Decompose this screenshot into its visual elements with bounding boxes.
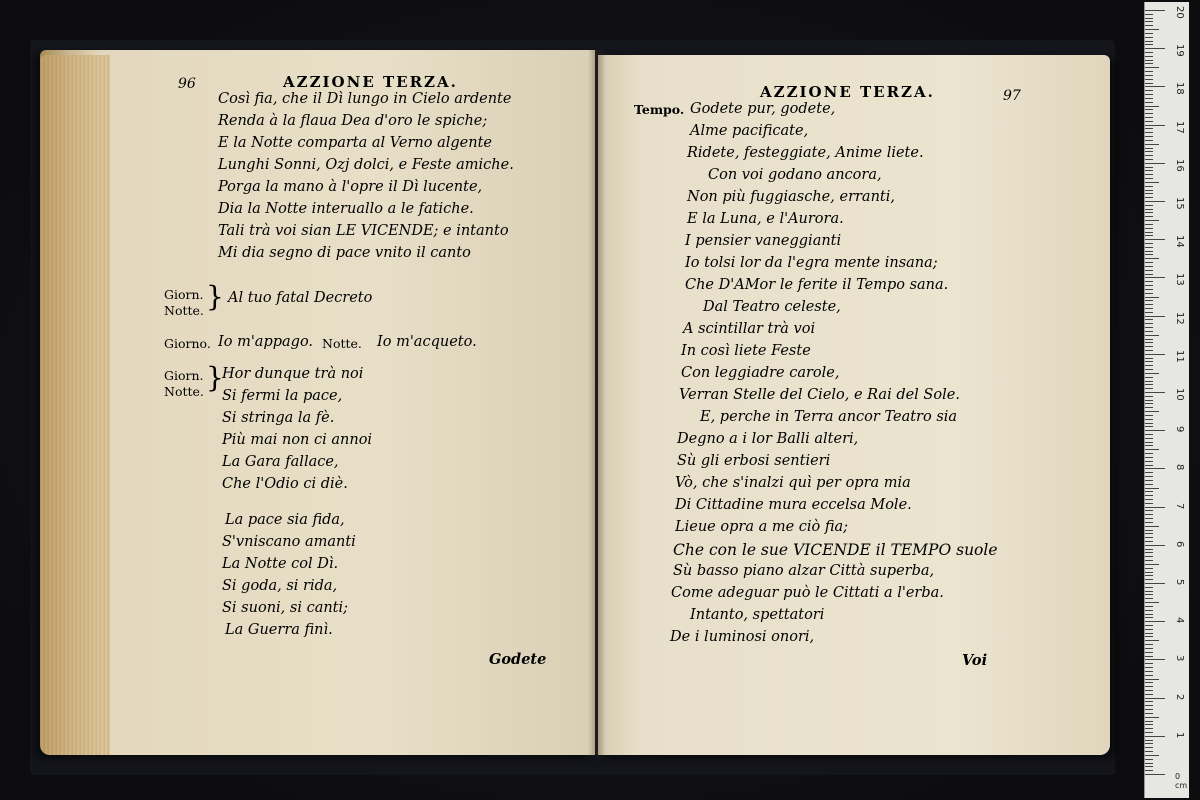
ruler-tick bbox=[1145, 564, 1159, 565]
ruler-tick bbox=[1145, 37, 1153, 38]
ruler-tick bbox=[1145, 602, 1159, 603]
ruler-tick bbox=[1145, 721, 1153, 722]
ruler-tick bbox=[1145, 472, 1153, 473]
ruler-tick bbox=[1145, 407, 1153, 408]
ruler-tick bbox=[1145, 148, 1153, 149]
verse-line: Non più fuggiasche, erranti, bbox=[687, 189, 895, 205]
speaker-label: Notte. bbox=[164, 303, 204, 318]
verse-line: Renda à la flaua Dea d'oro le spiche; bbox=[218, 113, 488, 129]
ruler-tick bbox=[1145, 572, 1153, 573]
verse-line: In così liete Feste bbox=[681, 343, 811, 359]
ruler-tick bbox=[1145, 740, 1153, 741]
dialogue-line: Al tuo fatal Decreto bbox=[228, 290, 373, 306]
ruler-tick bbox=[1145, 270, 1153, 271]
ruler-tick bbox=[1145, 186, 1153, 187]
ruler-number: 11 bbox=[1174, 349, 1185, 363]
dialogue-line: Si fermi la pace, bbox=[222, 388, 343, 404]
ruler-tick bbox=[1145, 774, 1165, 775]
ruler-number: 3 bbox=[1174, 655, 1185, 662]
speaker-label: Giorno. bbox=[164, 336, 211, 351]
ruler-tick bbox=[1145, 369, 1153, 370]
dialogue-line: Più mai non ci annoi bbox=[222, 432, 373, 448]
ruler-tick bbox=[1145, 568, 1153, 569]
ruler-tick bbox=[1145, 113, 1153, 114]
ruler-tick bbox=[1145, 659, 1165, 660]
ruler-tick bbox=[1145, 480, 1153, 481]
ruler-tick bbox=[1145, 174, 1153, 175]
catchword-right: Voi bbox=[962, 652, 988, 669]
ruler-tick bbox=[1145, 694, 1153, 695]
ruler-number: 1 bbox=[1174, 731, 1185, 739]
page-number-left: 96 bbox=[178, 76, 196, 92]
verse-line: Di Cittadine mura eccelsa Mole. bbox=[675, 497, 912, 513]
ruler-number: 19 bbox=[1174, 44, 1185, 57]
book-gutter bbox=[588, 50, 606, 755]
ruler-tick bbox=[1145, 48, 1165, 49]
ruler-tick bbox=[1145, 339, 1153, 340]
ruler-tick bbox=[1145, 304, 1153, 305]
ruler-tick bbox=[1145, 728, 1153, 729]
ruler-tick bbox=[1145, 625, 1153, 626]
ruler-tick bbox=[1145, 232, 1153, 233]
ruler-number: 16 bbox=[1174, 158, 1185, 172]
ruler-tick bbox=[1145, 247, 1153, 248]
ruler-tick bbox=[1145, 140, 1153, 141]
ruler-tick bbox=[1145, 594, 1153, 595]
ruler-unit: 0 cm bbox=[1175, 772, 1188, 790]
ruler-tick bbox=[1145, 648, 1153, 649]
ruler-number: 14 bbox=[1174, 235, 1185, 248]
ruler-tick bbox=[1145, 430, 1165, 431]
ruler-tick bbox=[1145, 667, 1153, 668]
ruler-tick bbox=[1145, 300, 1153, 301]
ruler-tick bbox=[1145, 415, 1153, 416]
verse-line: Dal Teatro celeste, bbox=[703, 299, 841, 315]
ruler-tick bbox=[1145, 449, 1159, 450]
ruler-tick bbox=[1145, 610, 1153, 611]
speaker-label: Notte. bbox=[164, 384, 204, 399]
stanza-line: La pace sia fida, bbox=[225, 512, 345, 528]
ruler-tick bbox=[1145, 358, 1153, 359]
ruler-tick bbox=[1145, 159, 1153, 160]
ruler-tick bbox=[1145, 182, 1159, 183]
verse-line: A scintillar trà voi bbox=[683, 321, 816, 337]
ruler-tick bbox=[1145, 488, 1159, 489]
ruler-tick bbox=[1145, 640, 1159, 641]
ruler-tick bbox=[1145, 90, 1153, 91]
ruler-tick bbox=[1145, 109, 1153, 110]
ruler-tick bbox=[1145, 197, 1153, 198]
ruler-tick bbox=[1145, 617, 1153, 618]
ruler-tick bbox=[1145, 33, 1153, 34]
ruler-tick bbox=[1145, 44, 1153, 45]
ruler-tick bbox=[1145, 755, 1159, 756]
ruler-tick bbox=[1145, 163, 1165, 164]
ruler-tick bbox=[1145, 766, 1153, 767]
ruler-tick bbox=[1145, 522, 1153, 523]
verse-line: Con voi godano ancora, bbox=[708, 167, 882, 183]
ruler-tick bbox=[1145, 56, 1153, 57]
ruler-tick bbox=[1145, 220, 1159, 221]
ruler-tick bbox=[1145, 732, 1153, 733]
speaker-label: Giorn. bbox=[164, 368, 204, 383]
ruler-number: 9 bbox=[1174, 426, 1185, 433]
ruler-tick bbox=[1145, 671, 1153, 672]
stanza-line: Si goda, si rida, bbox=[222, 578, 338, 594]
ruler-tick bbox=[1145, 606, 1153, 607]
ruler-tick bbox=[1145, 25, 1153, 26]
ruler-tick bbox=[1145, 453, 1153, 454]
ruler-tick bbox=[1145, 342, 1153, 343]
verse-line: De i luminosi onori, bbox=[670, 629, 815, 645]
ruler-tick bbox=[1145, 98, 1153, 99]
ruler-tick bbox=[1145, 193, 1153, 194]
ruler-number: 8 bbox=[1174, 464, 1185, 471]
stanza-line: S'vniscano amanti bbox=[222, 534, 356, 550]
ruler-tick bbox=[1145, 190, 1153, 191]
verse-line: Come adeguar può le Cittati a l'erba. bbox=[671, 585, 944, 601]
ruler-tick bbox=[1145, 14, 1153, 15]
verse-line: E la Notte comparta al Verno algente bbox=[218, 135, 492, 151]
ruler-tick bbox=[1145, 724, 1153, 725]
ruler-tick bbox=[1145, 94, 1153, 95]
ruler-tick bbox=[1145, 67, 1159, 68]
ruler-tick bbox=[1145, 736, 1165, 737]
ruler-tick bbox=[1145, 323, 1153, 324]
ruler-tick bbox=[1145, 598, 1153, 599]
ruler-tick bbox=[1145, 209, 1153, 210]
ruler-tick bbox=[1145, 549, 1153, 550]
ruler-tick bbox=[1145, 465, 1153, 466]
ruler-number: 4 bbox=[1174, 617, 1185, 624]
ruler-tick bbox=[1145, 71, 1153, 72]
ruler-tick bbox=[1145, 132, 1153, 133]
ruler-tick bbox=[1145, 258, 1159, 259]
ruler-tick bbox=[1145, 392, 1165, 393]
ruler-tick bbox=[1145, 445, 1153, 446]
verse-line: Lunghi Sonni, Ozj dolci, e Feste amiche. bbox=[218, 157, 514, 173]
ruler-tick bbox=[1145, 621, 1165, 622]
ruler-tick bbox=[1145, 335, 1159, 336]
ruler-tick bbox=[1145, 121, 1153, 122]
ruler-tick bbox=[1145, 434, 1153, 435]
ruler-tick bbox=[1145, 587, 1153, 588]
ruler-tick bbox=[1145, 388, 1153, 389]
ruler-tick bbox=[1145, 644, 1153, 645]
ruler-number: 2 bbox=[1174, 693, 1185, 700]
ruler-tick bbox=[1145, 277, 1165, 278]
ruler-tick bbox=[1145, 331, 1153, 332]
ruler-tick bbox=[1145, 63, 1153, 64]
verse-line: Che D'AMor le ferite il Tempo sana. bbox=[685, 277, 949, 293]
verse-line: Io tolsi lor da l'egra mente insana; bbox=[685, 255, 938, 271]
verse-line: Verran Stelle del Cielo, e Rai del Sole. bbox=[679, 387, 960, 403]
ruler-tick bbox=[1145, 262, 1153, 263]
verse-line: Degno a i lor Balli alteri, bbox=[677, 431, 859, 447]
ruler-tick bbox=[1145, 552, 1153, 553]
ruler-tick bbox=[1145, 243, 1153, 244]
ruler-tick bbox=[1145, 442, 1153, 443]
dialogue-line: Che l'Odio ci diè. bbox=[222, 476, 348, 492]
brace-symbol: } bbox=[206, 280, 224, 313]
stanza-line: La Guerra finì. bbox=[225, 622, 333, 638]
ruler-tick bbox=[1145, 346, 1153, 347]
ruler-tick bbox=[1145, 468, 1165, 469]
verse-line: E la Luna, e l'Aurora. bbox=[687, 211, 844, 227]
ruler-tick bbox=[1145, 560, 1153, 561]
ruler-tick bbox=[1145, 365, 1153, 366]
ruler-number: 6 bbox=[1174, 540, 1185, 548]
ruler-tick bbox=[1145, 545, 1165, 546]
verse-line: Alme pacificate, bbox=[690, 123, 809, 139]
ruler-tick bbox=[1145, 373, 1159, 374]
ruler-tick bbox=[1145, 663, 1153, 664]
ruler-tick bbox=[1145, 675, 1153, 676]
ruler-tick bbox=[1145, 575, 1153, 576]
dialogue-line: Si stringa la fè. bbox=[222, 410, 335, 426]
dialogue-line: Io m'acqueto. bbox=[377, 334, 477, 350]
ruler-tick bbox=[1145, 583, 1165, 584]
ruler-tick bbox=[1145, 18, 1153, 19]
ruler-tick bbox=[1145, 518, 1153, 519]
ruler-tick bbox=[1145, 308, 1153, 309]
verse-line: Vò, che s'inalzi quì per opra mia bbox=[675, 475, 911, 491]
ruler-tick bbox=[1145, 361, 1153, 362]
verse-line: Tali trà voi sian LE VICENDE; e intanto bbox=[218, 223, 509, 239]
ruler-tick bbox=[1145, 239, 1165, 240]
ruler-tick bbox=[1145, 743, 1153, 744]
ruler-tick bbox=[1145, 457, 1153, 458]
verse-line: Sù basso piano alzar Città superba, bbox=[673, 563, 935, 579]
ruler-tick bbox=[1145, 698, 1165, 699]
ruler-tick bbox=[1145, 354, 1165, 355]
ruler-tick bbox=[1145, 403, 1153, 404]
ruler-tick bbox=[1145, 10, 1165, 11]
ruler-tick bbox=[1145, 705, 1153, 706]
ruler-tick bbox=[1145, 125, 1165, 126]
ruler-tick bbox=[1145, 533, 1153, 534]
ruler-tick bbox=[1145, 701, 1153, 702]
verse-line: Lieue opra a me ciò fia; bbox=[675, 519, 849, 535]
ruler-tick bbox=[1145, 396, 1153, 397]
verse-line: Ridete, festeggiate, Anime liete. bbox=[687, 145, 924, 161]
ruler-tick bbox=[1145, 106, 1159, 107]
ruler-tick bbox=[1145, 579, 1153, 580]
ruler-tick bbox=[1145, 763, 1153, 764]
ruler-tick bbox=[1145, 228, 1153, 229]
ruler-tick bbox=[1145, 633, 1153, 634]
ruler-tick bbox=[1145, 178, 1153, 179]
ruler-tick bbox=[1145, 21, 1153, 22]
ruler-tick bbox=[1145, 491, 1153, 492]
verse-line: Dia la Notte interuallo a le fatiche. bbox=[218, 201, 474, 217]
ruler-tick bbox=[1145, 79, 1153, 80]
ruler-number: 5 bbox=[1174, 579, 1185, 586]
ruler-tick bbox=[1145, 297, 1159, 298]
ruler-tick bbox=[1145, 530, 1153, 531]
ruler-tick bbox=[1145, 155, 1153, 156]
ruler-tick bbox=[1145, 86, 1165, 87]
ruler-tick bbox=[1145, 614, 1153, 615]
ruler-tick bbox=[1145, 254, 1153, 255]
speaker-label: Tempo. bbox=[634, 102, 685, 117]
ruler-tick bbox=[1145, 136, 1153, 137]
dialogue-line: Io m'appago. bbox=[218, 334, 314, 350]
ruler-tick bbox=[1145, 499, 1153, 500]
ruler-tick bbox=[1145, 682, 1153, 683]
ruler-number: 12 bbox=[1174, 311, 1185, 325]
ruler-tick bbox=[1145, 319, 1153, 320]
verse-line: Mi dia segno di pace vnito il canto bbox=[218, 245, 471, 261]
ruler-tick bbox=[1145, 556, 1153, 557]
ruler-number: 18 bbox=[1174, 82, 1185, 96]
ruler-tick bbox=[1145, 205, 1153, 206]
ruler-number: 7 bbox=[1174, 502, 1185, 509]
ruler-tick bbox=[1145, 128, 1153, 129]
verse-line: Porga la mano à l'opre il Dì lucente, bbox=[218, 179, 483, 195]
ruler-tick bbox=[1145, 167, 1153, 168]
ruler-tick bbox=[1145, 350, 1153, 351]
measuring-ruler bbox=[1144, 2, 1189, 798]
ruler-tick bbox=[1145, 484, 1153, 485]
ruler-tick bbox=[1145, 102, 1153, 103]
ruler-tick bbox=[1145, 686, 1153, 687]
verse-line: Così fia, che il Dì lungo in Cielo ardente bbox=[218, 91, 512, 107]
ruler-tick bbox=[1145, 251, 1153, 252]
ruler-tick bbox=[1145, 438, 1153, 439]
ruler-tick bbox=[1145, 212, 1153, 213]
ruler-tick bbox=[1145, 144, 1159, 145]
verse-line: Sù gli erbosi sentieri bbox=[677, 453, 831, 469]
speaker-label: Giorn. bbox=[164, 287, 204, 302]
catchword-left: Godete bbox=[489, 651, 547, 668]
ruler-tick bbox=[1145, 690, 1153, 691]
running-header-right: AZZIONE TERZA. bbox=[760, 83, 935, 101]
ruler-tick bbox=[1145, 507, 1165, 508]
ruler-tick bbox=[1145, 770, 1153, 771]
ruler-tick bbox=[1145, 411, 1159, 412]
ruler-tick bbox=[1145, 293, 1153, 294]
ruler-number: 13 bbox=[1174, 273, 1185, 287]
ruler-tick bbox=[1145, 713, 1153, 714]
ruler-tick bbox=[1145, 289, 1153, 290]
verse-line: Intanto, spettatori bbox=[690, 607, 825, 623]
verse-line: Godete pur, godete, bbox=[690, 101, 836, 117]
ruler-tick bbox=[1145, 201, 1165, 202]
ruler-tick bbox=[1145, 75, 1153, 76]
ruler-tick bbox=[1145, 461, 1153, 462]
ruler-tick bbox=[1145, 60, 1153, 61]
brace-symbol: } bbox=[206, 361, 224, 394]
ruler-tick bbox=[1145, 656, 1153, 657]
ruler-tick bbox=[1145, 526, 1159, 527]
ruler-tick bbox=[1145, 759, 1153, 760]
ruler-tick bbox=[1145, 591, 1153, 592]
dialogue-line: Hor dunque trà noi bbox=[222, 366, 364, 382]
ruler-tick bbox=[1145, 514, 1153, 515]
ruler-tick bbox=[1145, 41, 1153, 42]
ruler-tick bbox=[1145, 377, 1153, 378]
ruler-tick bbox=[1145, 224, 1153, 225]
ruler-tick bbox=[1145, 495, 1153, 496]
ruler-number: 15 bbox=[1174, 197, 1185, 210]
verse-line: Che con le sue VICENDE il TEMPO suole bbox=[673, 541, 998, 559]
ruler-tick bbox=[1145, 274, 1153, 275]
ruler-tick bbox=[1145, 419, 1153, 420]
ruler-number: 10 bbox=[1174, 388, 1185, 401]
ruler-tick bbox=[1145, 717, 1159, 718]
ruler-tick bbox=[1145, 636, 1153, 637]
ruler-tick bbox=[1145, 29, 1159, 30]
ruler-tick bbox=[1145, 537, 1153, 538]
ruler-number: 17 bbox=[1174, 120, 1185, 134]
ruler-tick bbox=[1145, 285, 1153, 286]
stanza-line: La Notte col Dì. bbox=[222, 556, 339, 572]
ruler-tick bbox=[1145, 52, 1153, 53]
ruler-tick bbox=[1145, 266, 1153, 267]
speaker-label: Notte. bbox=[322, 336, 362, 351]
ruler-tick bbox=[1145, 327, 1153, 328]
ruler-tick bbox=[1145, 751, 1153, 752]
ruler-tick bbox=[1145, 709, 1153, 710]
ruler-tick bbox=[1145, 117, 1153, 118]
ruler-tick bbox=[1145, 235, 1153, 236]
ruler-tick bbox=[1145, 426, 1153, 427]
page-number-right: 97 bbox=[1003, 88, 1021, 104]
ruler-tick bbox=[1145, 629, 1153, 630]
ruler-tick bbox=[1145, 747, 1153, 748]
stanza-line: Si suoni, si canti; bbox=[222, 600, 349, 616]
ruler-tick bbox=[1145, 151, 1153, 152]
ruler-tick bbox=[1145, 503, 1153, 504]
ruler-tick bbox=[1145, 281, 1153, 282]
ruler-tick bbox=[1145, 423, 1153, 424]
ruler-tick bbox=[1145, 384, 1153, 385]
ruler-tick bbox=[1145, 170, 1153, 171]
ruler-tick bbox=[1145, 400, 1153, 401]
ruler-number: 20 bbox=[1174, 6, 1185, 19]
page-edges bbox=[40, 55, 110, 755]
ruler-tick bbox=[1145, 316, 1165, 317]
ruler-tick bbox=[1145, 216, 1153, 217]
dialogue-line: La Gara fallace, bbox=[222, 454, 339, 470]
ruler-tick bbox=[1145, 541, 1153, 542]
verse-line: I pensier vaneggianti bbox=[685, 233, 842, 249]
ruler-tick bbox=[1145, 652, 1153, 653]
ruler-tick bbox=[1145, 510, 1153, 511]
ruler-tick bbox=[1145, 476, 1153, 477]
running-header-left: AZZIONE TERZA. bbox=[283, 73, 458, 91]
ruler-tick bbox=[1145, 381, 1153, 382]
verse-line: E, perche in Terra ancor Teatro sia bbox=[700, 409, 958, 425]
ruler-tick bbox=[1145, 679, 1159, 680]
ruler-tick bbox=[1145, 312, 1153, 313]
ruler-tick bbox=[1145, 83, 1153, 84]
verse-line: Con leggiadre carole, bbox=[681, 365, 840, 381]
